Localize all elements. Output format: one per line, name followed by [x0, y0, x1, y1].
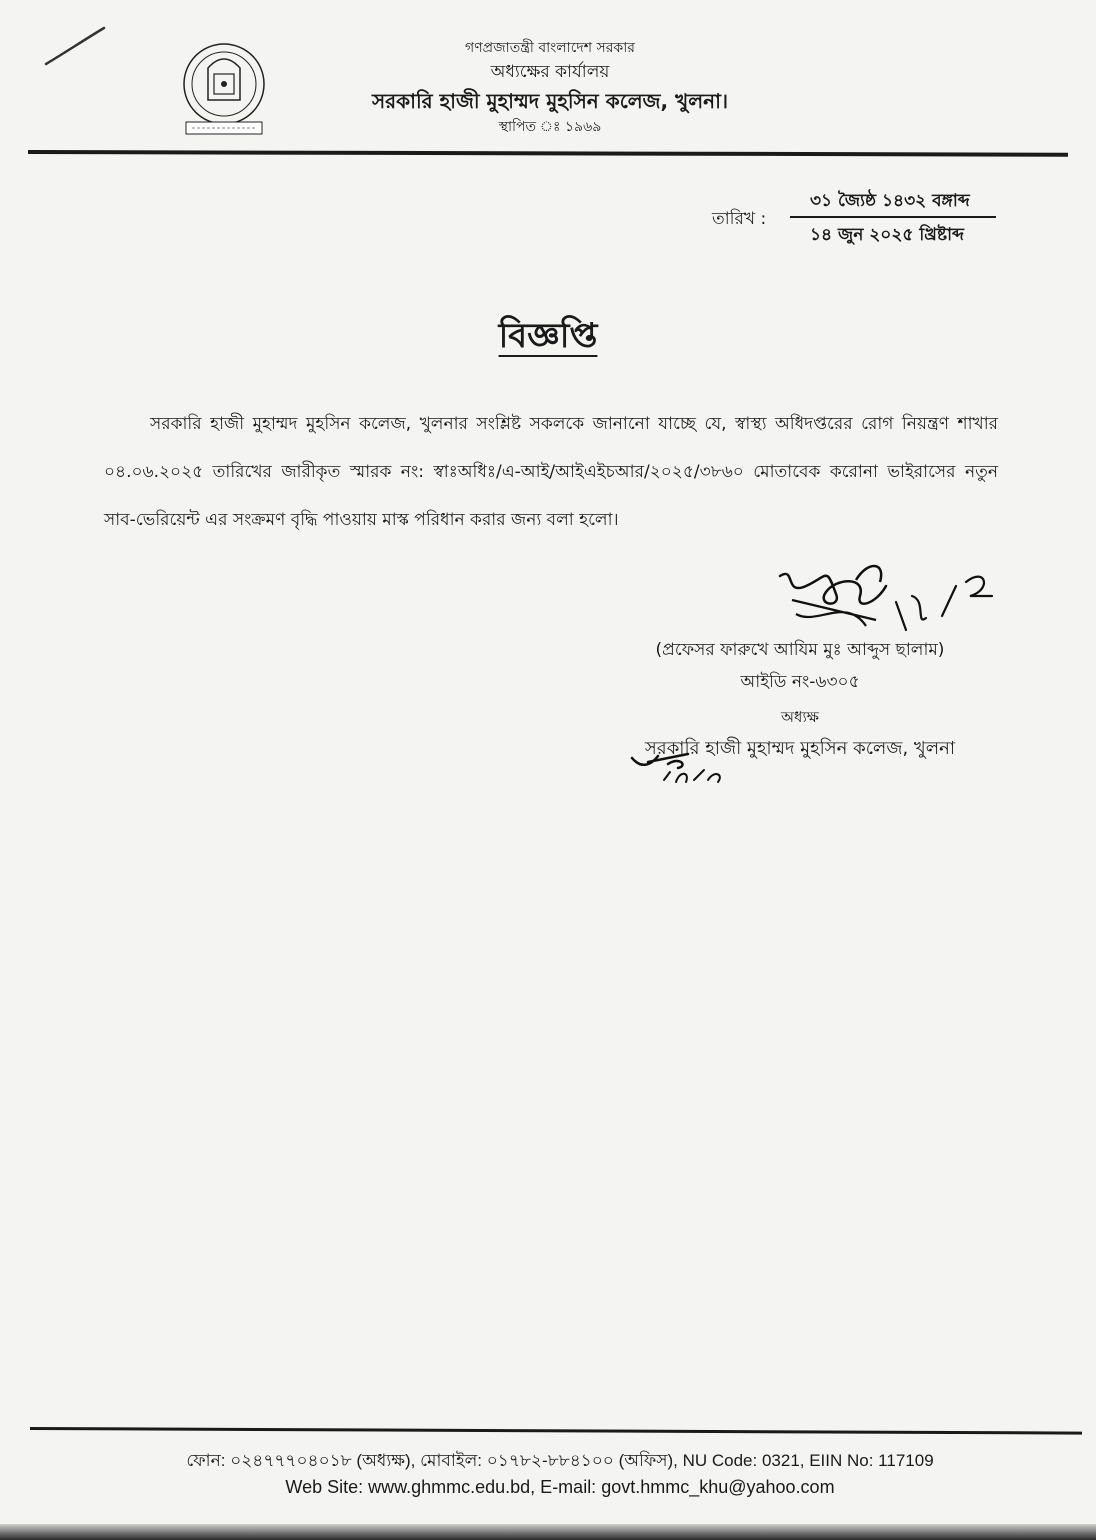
signatory-id: আইডি নং-৬৩০৫ [740, 672, 860, 692]
handwritten-signature [756, 556, 996, 646]
notice-body [104, 400, 998, 544]
footer-rule [30, 1427, 1082, 1435]
date-bangla: ৩১ জ্যৈষ্ঠ ১৪৩২ বঙ্গাব্দ [810, 191, 970, 211]
notice-title: বিজ্ঞপ্তি [498, 316, 598, 356]
letterhead [330, 38, 770, 138]
office-line: অধ্যক্ষের কার্যালয় [490, 62, 610, 82]
established-line: স্থাপিত ঃ ১৯৬৯ [498, 119, 602, 135]
date-english: ১৪ জুন ২০২৫ খ্রিষ্টাব্দ [810, 225, 964, 245]
footer-web: Web Site: www.ghmmc.edu.bd, E-mail: govt.hmmc_khu@yahoo.com [285, 1477, 835, 1497]
signatory-designation: অধ্যক্ষ [781, 708, 819, 726]
header-rule [28, 150, 1068, 157]
scan-edge [0, 1524, 1096, 1540]
handwritten-initial [628, 750, 738, 790]
signatory-institution: সরকারি হাজী মুহাম্মদ মুহসিন কলেজ, খুলনা [644, 738, 956, 759]
footer [150, 1448, 970, 1500]
college-name: সরকারি হাজী মুহাম্মদ মুহসিন কলেজ, খুলনা। [371, 89, 729, 113]
date-label: তারিখ : [712, 209, 767, 229]
government-line: গণপ্রজাতন্ত্রী বাংলাদেশ সরকার [465, 40, 635, 56]
pen-mark [40, 22, 110, 72]
signatory-name: (প্রফেসর ফারুখে আযিম মুঃ আব্দুস ছালাম) [655, 640, 945, 660]
signature-block [600, 636, 1000, 764]
notice-title-wrap [0, 310, 1096, 367]
footer-contact: ফোন: ০২৪৭৭৭০৪০১৮ (অধ্যক্ষ), মোবাইল: ০১৭৮২-৮৮৪১০০ (অফিস), NU Code: 0321, EIIN No: 117109 [186, 1451, 934, 1470]
college-seal-icon [178, 38, 270, 138]
notice-body-text: সরকারি হাজী মুহাম্মদ মুহসিন কলেজ, খুলনার সংশ্লিষ্ট সকলকে জানানো যাচ্ছে যে, স্বাস্থ্য অধিদপ্তরের রোগ নিয়ন্ত্রণ শাখার ০৪.০৬.২০২৫ তারিখের জারীকৃত স্মারক নং: স্বাঃঅধিঃ/এ-আই/আইএইচআর/২০২৫/৩৮৬০ মোতাবেক করোনা ভাইরাসের নতুন সাব-ভেরিয়েন্ট এর সংক্রমণ বৃদ্ধি পাওয়ায় মাস্ক পরিধান করার জন্য বলা হলো। [104, 414, 998, 530]
date-divider [790, 216, 996, 218]
